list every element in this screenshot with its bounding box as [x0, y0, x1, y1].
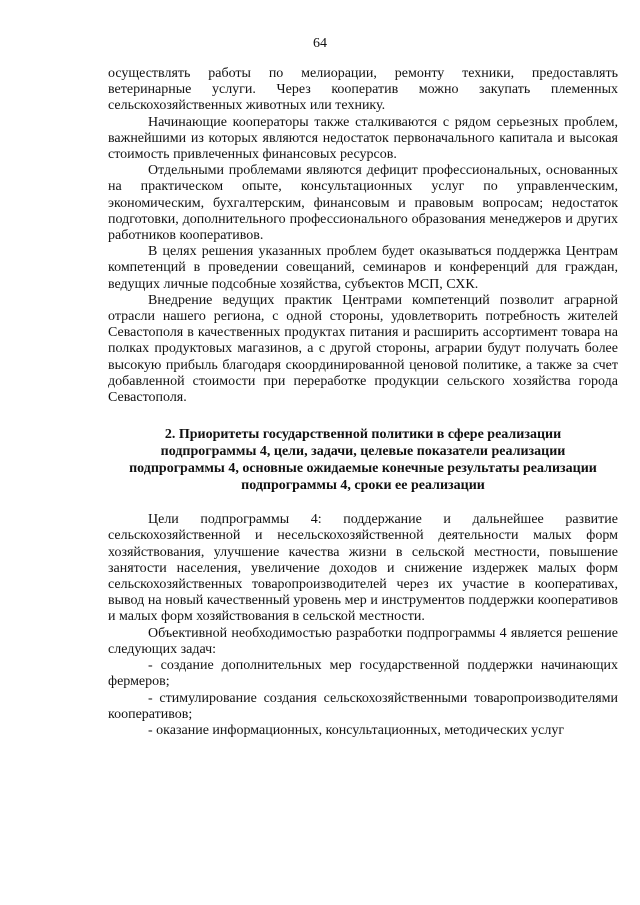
- paragraph-support-centers: В целях решения указанных проблем будет оказываться поддержка Центрам компетенций в проведении совещаний, семинаров и конференций для граждан, ведущих личные подсобные хозяйства, субъектов МСП, СХК.: [108, 244, 618, 292]
- task-item: - стимулирование создания сельскохозяйственными товаропроизводителями кооперативов;: [108, 690, 618, 722]
- task-item: - создание дополнительных мер государственной поддержки начинающих фермеров;: [108, 658, 618, 690]
- document-body: [108, 66, 618, 739]
- paragraph-goals: Цели подпрограммы 4: поддержание и дальнейшее развитие сельскохозяйственной и несельскохозяйственной деятельности малых форм хозяйствования, улучшение качества жизни в сельской местности, повышение занятости населения, увеличение доходов и снижение издержек малых форм сельскохозяйственных товаропроизводителей через их участие в кооперативах, вывод на новый качественный уровень мер и инструментов поддержки кооперативов и малых форм хозяйствования в сельской местности.: [108, 512, 618, 625]
- paragraph-separate-problems: Отдельными проблемами являются дефицит профессиональных, основанных на практическом опыте, консультационных услуг по управленческим, экономическим, бухгалтерским, финансовым и правовым вопросам; недостаток подготовки, дополнительного профессионального образования менеджеров и других работников кооперативов.: [108, 163, 618, 244]
- page-number: 64: [313, 36, 327, 51]
- paragraph-practices: Внедрение ведущих практик Центрами компетенций позволит аграрной отрасли нашего региона, с одной стороны, удовлетворить потребность жителей Севастополя в качественных продуктах питания и расширить ассортимент товара на полках продуктовых магазинов, а с другой стороны, аграрии будут получать более высокую прибыль благодаря скоординированной ценовой политике, а также за счет добавленной стоимости при переработке продукции сельского хозяйства города Севастополя.: [108, 292, 618, 406]
- paragraph-continuation: осуществлять работы по мелиорации, ремонту техники, предоставлять ветеринарные услуги. Через кооператив можно закупать племенных сельскохозяйственных животных или технику.: [108, 66, 618, 114]
- section-heading-text: 2. Приоритеты государственной политики в сфере реализации подпрограммы 4, цели, задачи, целевые показатели реализации подпрограммы 4, основные ожидаемые конечные результаты реализации подпрограммы 4, сроки ее реализации: [129, 427, 597, 494]
- paragraph-problems: Начинающие кооператоры также сталкиваются с рядом серьезных проблем, важнейшими из которых являются недостаток первоначального капитала и высокая стоимость привлеченных финансовых ресурсов.: [108, 114, 618, 163]
- paragraph-tasks-intro: Объективной необходимостью разработки подпрограммы 4 является решение следующих задач:: [108, 625, 618, 657]
- task-item: - оказание информационных, консультационных, методических услуг: [148, 722, 565, 738]
- section-heading: [108, 426, 618, 494]
